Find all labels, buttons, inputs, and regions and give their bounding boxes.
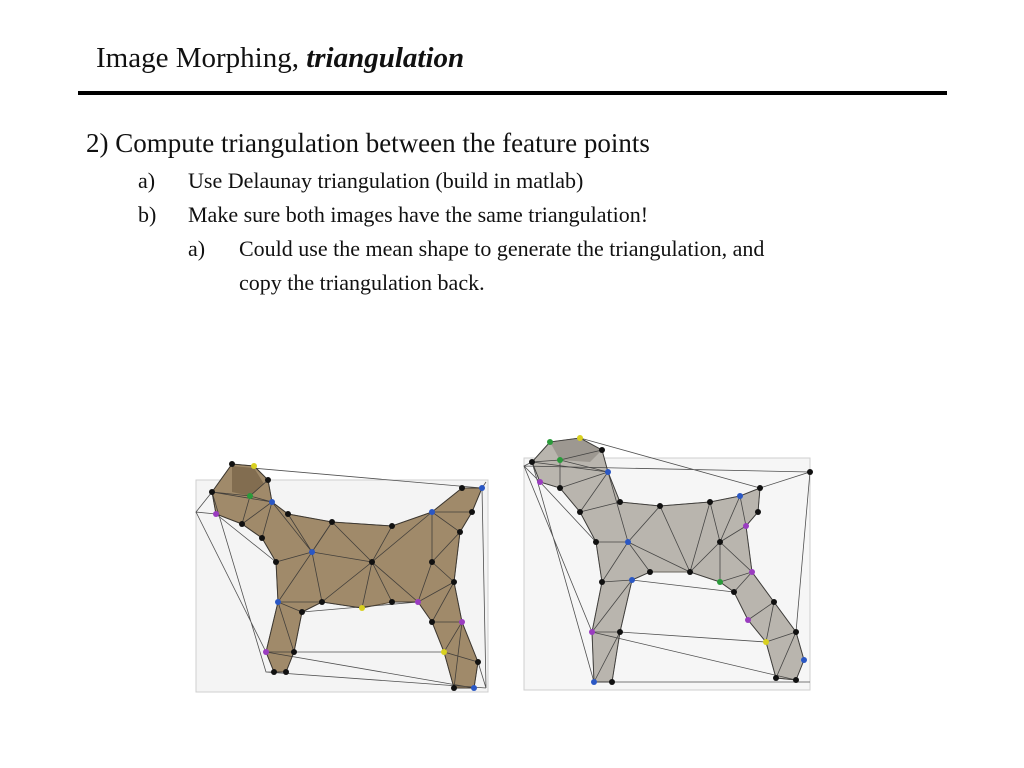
bullet-marker: a) [188, 236, 206, 261]
bullet-marker: a) [138, 168, 156, 193]
title-emphasis: triangulation [306, 42, 465, 74]
slide-title [96, 38, 464, 78]
sub-bullet-line2: copy the triangulation back. [239, 270, 485, 295]
title-main: Image Morphing, [96, 42, 307, 74]
dog-right-triangulation [520, 432, 814, 694]
figure-dog-left [192, 452, 492, 694]
bullet-text: Use Delaunay triangulation (build in matlab) [188, 168, 584, 193]
title-divider [78, 91, 947, 95]
bullet-marker: b) [138, 202, 157, 227]
sub-bullet-line1: Could use the mean shape to generate the triangulation, and [239, 236, 765, 261]
figure-dog-right [520, 432, 814, 694]
bullet-text: Make sure both images have the same triangulation! [188, 202, 649, 227]
step-heading: 2) Compute triangulation between the feature points [86, 128, 650, 158]
dog-left-triangulation [192, 452, 492, 694]
